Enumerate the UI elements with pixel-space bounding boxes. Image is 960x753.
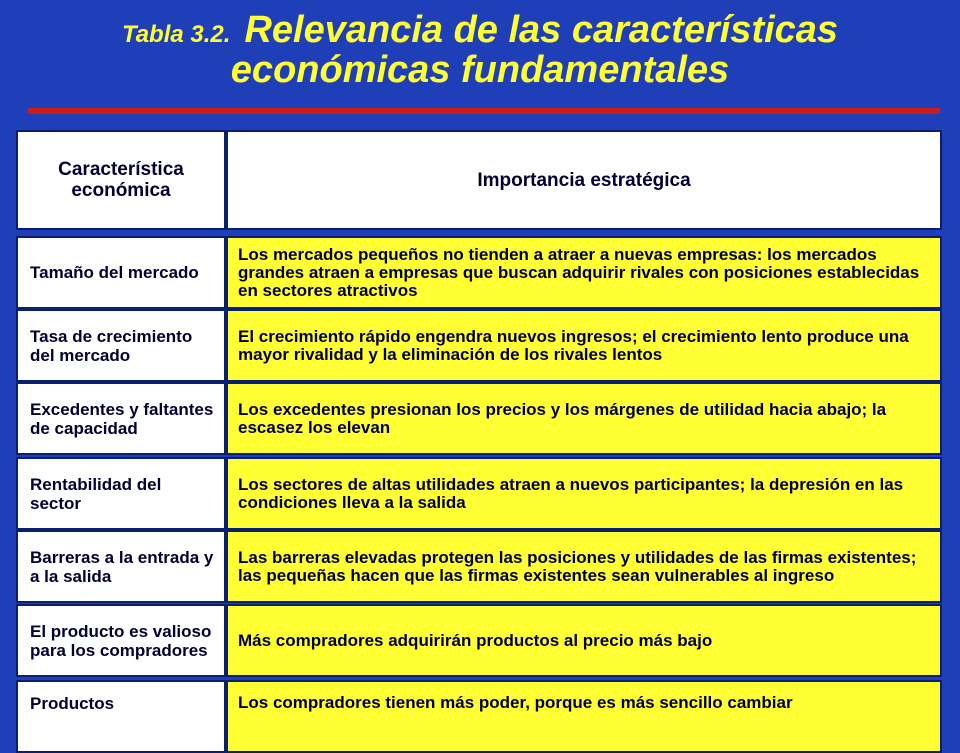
importance-cell: Los compradores tienen más poder, porque es más sencillo cambiar bbox=[226, 680, 942, 753]
title-line-2: económicas fundamentales bbox=[230, 49, 730, 91]
importance-cell: Los excedentes presionan los precios y los márgenes de utilidad hacia abajo; la escasez los elevan bbox=[226, 382, 942, 455]
importance-cell: Los mercados pequeños no tienden a atraer a nuevas empresas: los mercados grandes atraen a empresas que buscan adquirir rivales con posiciones establecidas en sectores atractivos bbox=[226, 236, 942, 309]
table-row bbox=[16, 530, 942, 603]
feature-cell: Productos bbox=[16, 680, 226, 753]
header-importance: Importancia estratégica bbox=[226, 130, 942, 230]
feature-cell: Barreras a la entrada y a la salida bbox=[16, 530, 226, 603]
title-line-1: Relevancia de las características bbox=[244, 9, 839, 51]
title-divider bbox=[28, 108, 940, 114]
header-feature: Característica económica bbox=[16, 130, 226, 230]
feature-cell: Excedentes y faltantes de capacidad bbox=[16, 382, 226, 455]
feature-cell: El producto es valioso para los compradores bbox=[16, 604, 226, 677]
importance-cell: Los sectores de altas utilidades atraen a nuevos participantes; la depresión en las condiciones lleva a la salida bbox=[226, 457, 942, 530]
importance-cell: El crecimiento rápido engendra nuevos ingresos; el crecimiento lento produce una mayor rivalidad y la eliminación de los rivales lentos bbox=[226, 309, 942, 382]
feature-cell: Rentabilidad del sector bbox=[16, 457, 226, 530]
slide-title bbox=[0, 10, 960, 90]
feature-cell: Tamaño del mercado bbox=[16, 236, 226, 309]
importance-cell: Las barreras elevadas protegen las posiciones y utilidades de las firmas existentes; las pequeñas hacen que las firmas existentes sean vulnerables al ingreso bbox=[226, 530, 942, 603]
feature-cell: Tasa de crecimiento del mercado bbox=[16, 309, 226, 382]
table-row bbox=[16, 457, 942, 530]
table-row bbox=[16, 382, 942, 455]
table-row bbox=[16, 604, 942, 677]
table-header bbox=[16, 130, 942, 230]
table-number: Tabla 3.2. bbox=[121, 21, 231, 48]
table-row bbox=[16, 680, 942, 753]
importance-cell: Más compradores adquirirán productos al precio más bajo bbox=[226, 604, 942, 677]
table-row bbox=[16, 236, 942, 309]
table-row bbox=[16, 309, 942, 382]
